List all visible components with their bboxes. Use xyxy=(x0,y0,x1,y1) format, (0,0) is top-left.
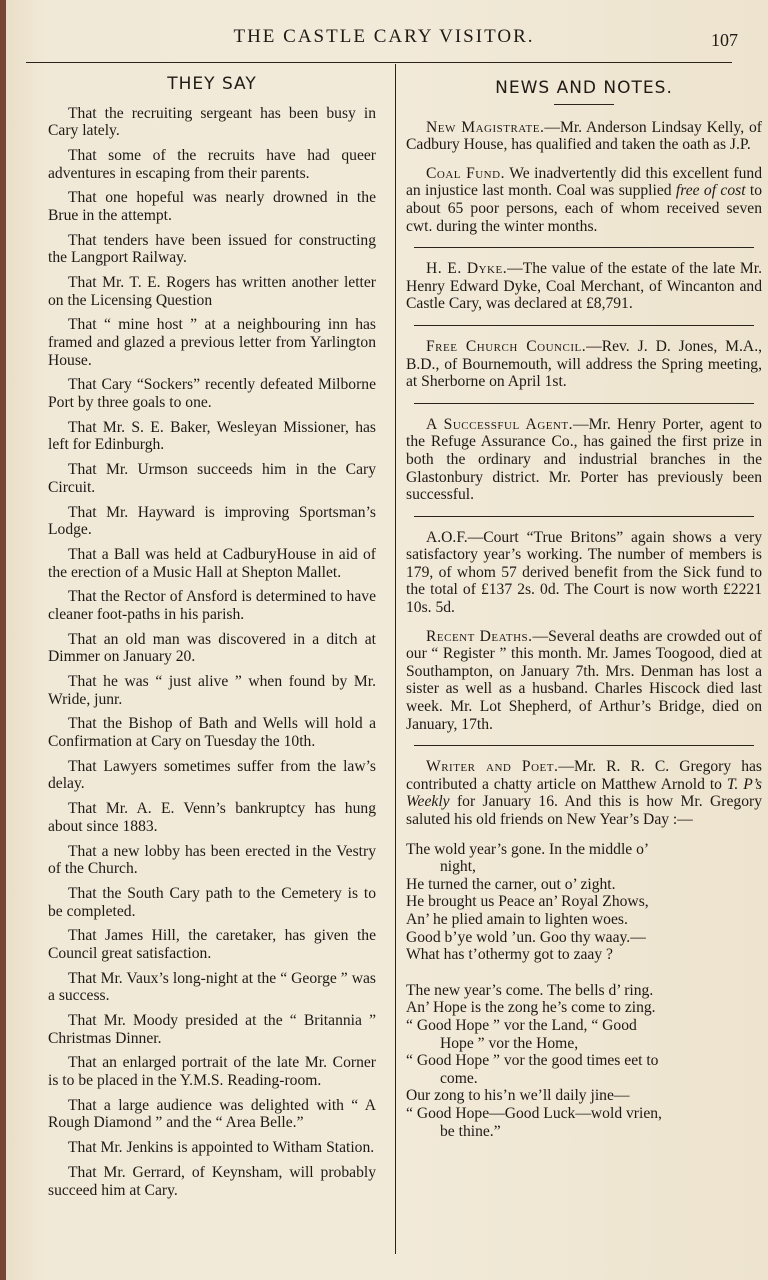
they-say-item: That the recruiting sergeant has been busy in Cary lately. xyxy=(48,104,376,140)
item-separator xyxy=(414,403,754,404)
they-say-item: That Mr. A. E. Venn’s bankruptcy has hung about since 1883. xyxy=(48,800,376,835)
they-say-item: That he was “ just alive ” when found by Mr. Wride, junr. xyxy=(48,673,376,708)
poem-line: The wold year’s gone. In the middle o’ xyxy=(406,840,650,858)
they-say-item: That one hopeful was nearly drowned in the Brue in the attempt. xyxy=(48,189,376,224)
they-say-item: That a new lobby has been erected in the Vestry of the Church. xyxy=(48,842,376,878)
news-item-writer-poet xyxy=(406,758,762,828)
item-text: —Mr. Anderson Lindsay Kelly, of Cadbury House, has qualified and taken the oath as J.P. xyxy=(406,118,762,154)
item-separator xyxy=(414,745,754,746)
they-say-item: That Mr. Gerrard, of Keynsham, will probably succeed him at Cary. xyxy=(48,1163,376,1199)
they-say-title: THEY SAY xyxy=(167,74,257,94)
poem-line: An’ Hope is the zong he’s come to zing. xyxy=(406,999,656,1017)
poem-line: He turned the carner, out o’ zight. xyxy=(406,875,616,893)
poem-line: Our zong to his’n we’ll daily jine— xyxy=(406,1087,630,1105)
item-separator xyxy=(414,325,754,326)
they-say-item: That the Bishop of Bath and Wells will hold a Confirmation at Cary on Tuesday the 10th. xyxy=(48,715,376,751)
item-text: —Several deaths are crowded out of our “ Register ” this month. Mr. James Toogood, died at Southampton, on January 7th. Mrs. Denman has lost a sister as well as a husband. Charles Hiscock died last week. Mr. Lot Shepherd, of Arthur’s Bridge, died on January, 17th. xyxy=(406,627,762,733)
they-say-item: That an old man was discovered in a ditch at Dimmer on January 20. xyxy=(48,630,376,666)
poem-line: night, xyxy=(440,858,476,876)
item-lead: Writer and Poet. xyxy=(426,758,559,776)
they-say-item: That some of the recruits have had queer adventures in escaping from their parents. xyxy=(48,146,376,182)
item-separator xyxy=(414,516,754,517)
poem-line: come. xyxy=(440,1069,478,1087)
they-say-item: That a large audience was delighted with “ A Rough Diamond ” and the “ Area Belle.” xyxy=(48,1096,376,1132)
they-say-item: That Mr. Hayward is improving Sportsman’s Lodge. xyxy=(48,503,376,539)
item-lead: A Successful Agent. xyxy=(426,415,574,433)
poem-stanza xyxy=(406,982,762,1140)
item-lead: Coal Fund. xyxy=(426,164,505,182)
news-item-magistrate xyxy=(406,119,762,154)
item-lead: New Magistrate. xyxy=(426,118,545,136)
item-lead: H. E. Dyke. xyxy=(426,260,508,278)
header-rule xyxy=(26,62,732,63)
news-item-recent-deaths xyxy=(406,628,762,734)
poem-line: The new year’s come. The bells d’ ring. xyxy=(406,981,654,999)
poem xyxy=(406,841,762,1141)
item-text: —Mr. Henry Porter, agent to the Refuge Assurance Co., has gained the first prize in both the ordinary and industrial branches in the Glastonbury district. Mr. Porter has previously been successful. xyxy=(406,415,762,504)
poem-line: An’ he plied amain to lighten woes. xyxy=(406,910,628,928)
poem-line: “ Good Hope ” vor the good times eet to xyxy=(406,1052,659,1070)
they-say-item: That Mr. Urmson succeeds him in the Cary Circuit. xyxy=(48,461,376,496)
they-say-column xyxy=(48,76,376,1206)
they-say-item: That the Rector of Ansford is determined to have cleaner foot-paths in his parish. xyxy=(48,588,376,623)
running-title: THE CASTLE CARY VISITOR. xyxy=(233,26,535,47)
news-item-aof: A.O.F.—Court “True Britons” again shows a very satisfactory year’s working. The number of members is 179, of whom 57 derived benefit from the Sick fund to the total of £137 2s. 0d. The Court is now worth £2221 10s. 5d. xyxy=(406,528,762,617)
item-text: —Mr. R. R. C. Gregory has contributed a chatty article on Matthew Arnold to xyxy=(406,758,762,793)
they-say-item: That Cary “Sockers” recently defeated Milborne Port by three goals to one. xyxy=(48,376,376,412)
item-text: —Rev. J. D. Jones, M.A., B.D., of Bournemouth, will address the Spring meeting, at Sherborne on April 1st. xyxy=(406,337,762,391)
they-say-item: That tenders have been issued for constructing the Langport Railway. xyxy=(48,231,376,267)
poem-line: Hope ” vor the Home, xyxy=(440,1034,579,1052)
item-text: for January 16. And this is how Mr. Gregory saluted his old friends on New Year’s Day :— xyxy=(406,793,762,828)
news-column xyxy=(406,76,762,1158)
news-item-dyke xyxy=(406,260,762,313)
they-say-item: That Mr. Moody presided at the “ Britannia ” Christmas Dinner. xyxy=(48,1012,376,1047)
item-text: —The value of the estate of the late Mr. Henry Edward Dyke, Coal Merchant, of Wincanton and Castle Cary, was declared at £8,791. xyxy=(406,260,762,313)
they-say-item: That James Hill, the caretaker, has given the Council great satisfaction. xyxy=(48,927,376,962)
item-text: We inadvertently did this excellent fund an injustice last month. Coal was supplied xyxy=(406,164,762,200)
column-divider xyxy=(395,64,396,1254)
poem-line: Good b’ye wold ’un. Goo thy waay.— xyxy=(406,928,646,946)
poem-stanza xyxy=(406,841,762,964)
news-item-coal-fund xyxy=(406,165,762,235)
they-say-item: That Lawyers sometimes suffer from the law’s delay. xyxy=(48,757,376,793)
page-number: 107 xyxy=(711,30,738,50)
they-say-item: That an enlarged portrait of the late Mr. Corner is to be placed in the Y.M.S. Reading-room. xyxy=(48,1054,376,1090)
they-say-item: That the South Cary path to the Cemetery is to be completed. xyxy=(48,884,376,920)
news-item-free-church xyxy=(406,338,762,391)
poem-line: He brought us Peace an’ Royal Zhows, xyxy=(406,893,649,911)
they-say-item: That “ mine host ” at a neighbouring inn has framed and glazed a previous letter from Yarlington House. xyxy=(48,316,376,369)
poem-line: be thine.” xyxy=(440,1122,501,1140)
news-item-successful-agent xyxy=(406,416,762,504)
item-italic: free of cost xyxy=(675,182,746,200)
news-title: NEWS AND NOTES. xyxy=(495,78,673,98)
binding-edge xyxy=(0,0,6,1280)
item-lead: Recent Deaths. xyxy=(426,627,533,645)
item-separator xyxy=(414,247,754,248)
they-say-item: That Mr. Jenkins is appointed to Witham Station. xyxy=(68,1139,375,1157)
poem-line: What has t’othermy got to zaay ? xyxy=(406,946,613,964)
they-say-item: That Mr. Vaux’s long-night at the “ George ” was a success. xyxy=(48,969,376,1005)
item-text: to about 65 poor persons, each of whom received seven cwt. during the winter months. xyxy=(406,182,763,235)
they-say-item: That Mr. S. E. Baker, Wesleyan Missioner, has left for Edinburgh. xyxy=(48,418,376,454)
they-say-item: That a Ball was held at CadburyHouse in aid of the erection of a Music Hall at Shepton Mallet. xyxy=(48,545,376,581)
item-italic: T. P’s Weekly xyxy=(406,775,762,811)
item-lead: Free Church Council. xyxy=(426,337,587,355)
title-rule xyxy=(554,104,614,105)
poem-line: “ Good Hope—Good Luck—wold vrien, xyxy=(406,1104,662,1122)
they-say-item: That Mr. T. E. Rogers has written another letter on the Licensing Question xyxy=(48,274,376,309)
poem-line: “ Good Hope ” vor the Land, “ Good xyxy=(406,1016,637,1034)
